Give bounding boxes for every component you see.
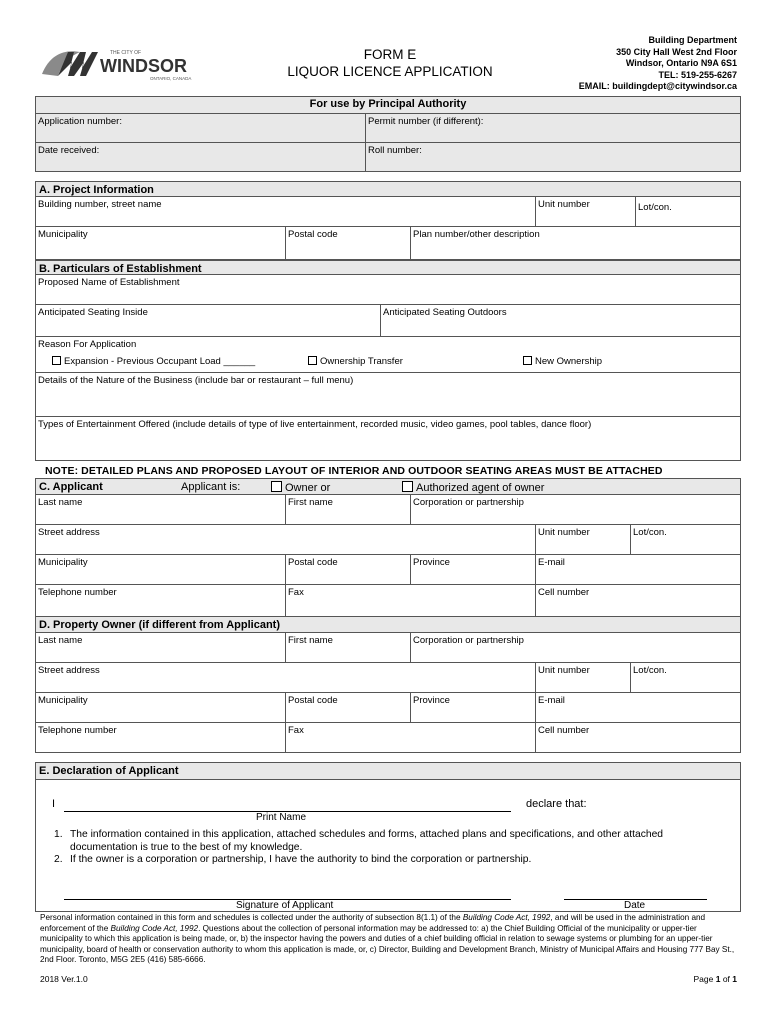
applicant-postal-field[interactable]: Postal code	[286, 555, 411, 585]
sections-a-b	[35, 181, 741, 461]
form-title-block	[270, 46, 510, 80]
entertainment-field[interactable]: Types of Entertainment Offered (include details of type of live entertainment, recorded music, video games, pool tables, dance floor)	[38, 419, 592, 430]
owner-fax-field[interactable]: Fax	[286, 723, 536, 752]
department-address	[579, 35, 737, 93]
applicant-cell-field[interactable]: Cell number	[536, 585, 740, 617]
section-b-title: B. Particulars of Establishment	[36, 260, 740, 275]
svg-text:WINDSOR: WINDSOR	[100, 56, 187, 76]
windsor-logo	[40, 44, 210, 84]
owner-street-field[interactable]: Street address	[36, 663, 536, 693]
applicant-fax-field[interactable]: Fax	[286, 585, 536, 617]
agent-option[interactable]: Authorized agent of owner	[402, 481, 544, 494]
svg-text:THE CITY OF: THE CITY OF	[110, 50, 142, 56]
plans-note: NOTE: DETAILED PLANS AND PROPOSED LAYOUT OF INTERIOR AND OUTDOOR SEATING AREAS MUST BE ATTACHED	[45, 465, 663, 477]
declaration-list	[54, 829, 724, 867]
owner-province-field[interactable]: Province	[411, 693, 536, 723]
form-title: FORM E	[363, 47, 417, 62]
declaration-i: I	[52, 798, 56, 810]
new-ownership-checkbox[interactable]	[523, 356, 532, 365]
application-number-field[interactable]: Application number:	[36, 113, 366, 143]
postal-code-field[interactable]: Postal code	[286, 227, 411, 260]
signature-label: Signature of Applicant	[236, 900, 334, 911]
seating-outdoors-field[interactable]: Anticipated Seating Outdoors	[381, 305, 740, 337]
owner-postal-field[interactable]: Postal code	[286, 693, 411, 723]
agent-checkbox[interactable]	[402, 481, 413, 492]
sections-c-d	[35, 478, 741, 753]
declaration-item: 2. If the owner is a corporation or partnership, I have the authority to bind the corporation or partnership.	[54, 854, 532, 865]
owner-option[interactable]: Owner or	[271, 481, 330, 494]
reason-field	[36, 337, 740, 373]
municipality-field[interactable]: Municipality	[36, 227, 286, 260]
proposed-name-field[interactable]: Proposed Name of Establishment	[36, 275, 740, 305]
applicant-corporation-field[interactable]: Corporation or partnership	[411, 495, 740, 525]
address-line: Windsor, Ontario N9A 6S1	[625, 58, 737, 68]
authority-title: For use by Principal Authority	[309, 98, 467, 110]
date-label: Date	[624, 900, 646, 911]
owner-cell-field[interactable]: Cell number	[538, 725, 590, 736]
roll-number-field[interactable]: Roll number:	[368, 145, 422, 156]
owner-corporation-field[interactable]: Corporation or partnership	[411, 633, 740, 663]
address-line: TEL: 519-255-6267	[658, 69, 737, 80]
svg-text:ONTARIO, CANADA: ONTARIO, CANADA	[150, 76, 192, 81]
owner-lot-con-field[interactable]: Lot/con.	[631, 663, 740, 693]
form-subtitle: LIQUOR LICENCE APPLICATION	[287, 64, 493, 79]
ownership-transfer-option[interactable]: Ownership Transfer	[308, 356, 403, 367]
applicant-email-field[interactable]: E-mail	[536, 555, 740, 585]
owner-email-field[interactable]: E-mail	[536, 693, 740, 723]
ownership-transfer-checkbox[interactable]	[308, 356, 317, 365]
date-received-field[interactable]: Date received:	[36, 143, 366, 171]
applicant-province-field[interactable]: Province	[411, 555, 536, 585]
address-line: 350 City Hall West 2nd Floor	[616, 46, 737, 57]
reason-label: Reason For Application	[38, 339, 137, 350]
business-nature-field[interactable]: Details of the Nature of the Business (include bar or restaurant – full menu)	[36, 373, 740, 417]
seating-inside-field[interactable]: Anticipated Seating Inside	[36, 305, 381, 337]
applicant-municipality-field[interactable]: Municipality	[36, 555, 286, 585]
applicant-telephone-field[interactable]: Telephone number	[36, 585, 286, 617]
section-a-title: A. Project Information	[36, 182, 740, 197]
plan-number-field[interactable]: Plan number/other description	[411, 227, 740, 260]
unit-number-field[interactable]: Unit number	[536, 197, 636, 227]
applicant-street-field[interactable]: Street address	[36, 525, 536, 555]
print-name-label: Print Name	[256, 812, 307, 823]
applicant-is-label: Applicant is:	[181, 481, 241, 493]
declaration-item: 1. The information contained in this application, attached schedules and forms, attached plans and specifications, and other attached documentation is true to the best of my knowledge.	[54, 829, 664, 853]
owner-checkbox[interactable]	[271, 481, 282, 492]
owner-municipality-field[interactable]: Municipality	[36, 693, 286, 723]
owner-first-name-field[interactable]: First name	[286, 633, 411, 663]
version-label: 2018 Ver.1.0	[40, 974, 88, 984]
owner-last-name-field[interactable]: Last name	[36, 633, 286, 663]
authority-box	[35, 96, 741, 172]
applicant-first-name-field[interactable]: First name	[286, 495, 411, 525]
permit-number-field[interactable]: Permit number (if different):	[366, 113, 740, 143]
page-number: Page 1 of 1	[693, 974, 737, 984]
address-line: EMAIL: buildingdept@citywindsor.ca	[578, 81, 737, 91]
expansion-option[interactable]: Expansion - Previous Occupant Load ______	[52, 356, 255, 367]
section-e	[35, 762, 741, 912]
privacy-notice: Personal information contained in this form and schedules is collected under the authority of subsection 8(1.1) of the Building Code Act, 1992, and will be used in the administration and enforcement of the Building Code Act, 1992. Questions about the collection of personal information may be addressed to: a) the Chief Building Official of the municipality or upper-tier municipality to which this application is being made, or, b) the inspector having the powers and duties of a chief building official in relation to sewage systems or plumbing for an upper-tier municipality, board of health or conservation authority to whom this application is made, or, c) Director, Building and Development Branch, Ministry of Municipal Affairs and Housing 777 Bay St., 2nd Floor. Toronto, M5G 2E5 (416) 585-6666.	[40, 913, 735, 964]
applicant-lot-con-field[interactable]: Lot/con.	[631, 525, 740, 555]
expansion-checkbox[interactable]	[52, 356, 61, 365]
section-d-title: D. Property Owner (if different from Applicant)	[36, 617, 740, 633]
applicant-unit-field[interactable]: Unit number	[536, 525, 631, 555]
declare-that: declare that:	[526, 798, 587, 810]
owner-unit-field[interactable]: Unit number	[536, 663, 631, 693]
address-line: Building Department	[648, 35, 737, 45]
lot-con-field[interactable]: Lot/con.	[636, 197, 740, 227]
building-number-field[interactable]: Building number, street name	[36, 197, 536, 227]
section-c-title: C. Applicant	[36, 479, 740, 495]
new-ownership-option[interactable]: New Ownership	[523, 356, 602, 367]
section-e-title: E. Declaration of Applicant	[36, 763, 740, 780]
owner-telephone-field[interactable]: Telephone number	[36, 723, 286, 752]
applicant-last-name-field[interactable]: Last name	[36, 495, 286, 525]
